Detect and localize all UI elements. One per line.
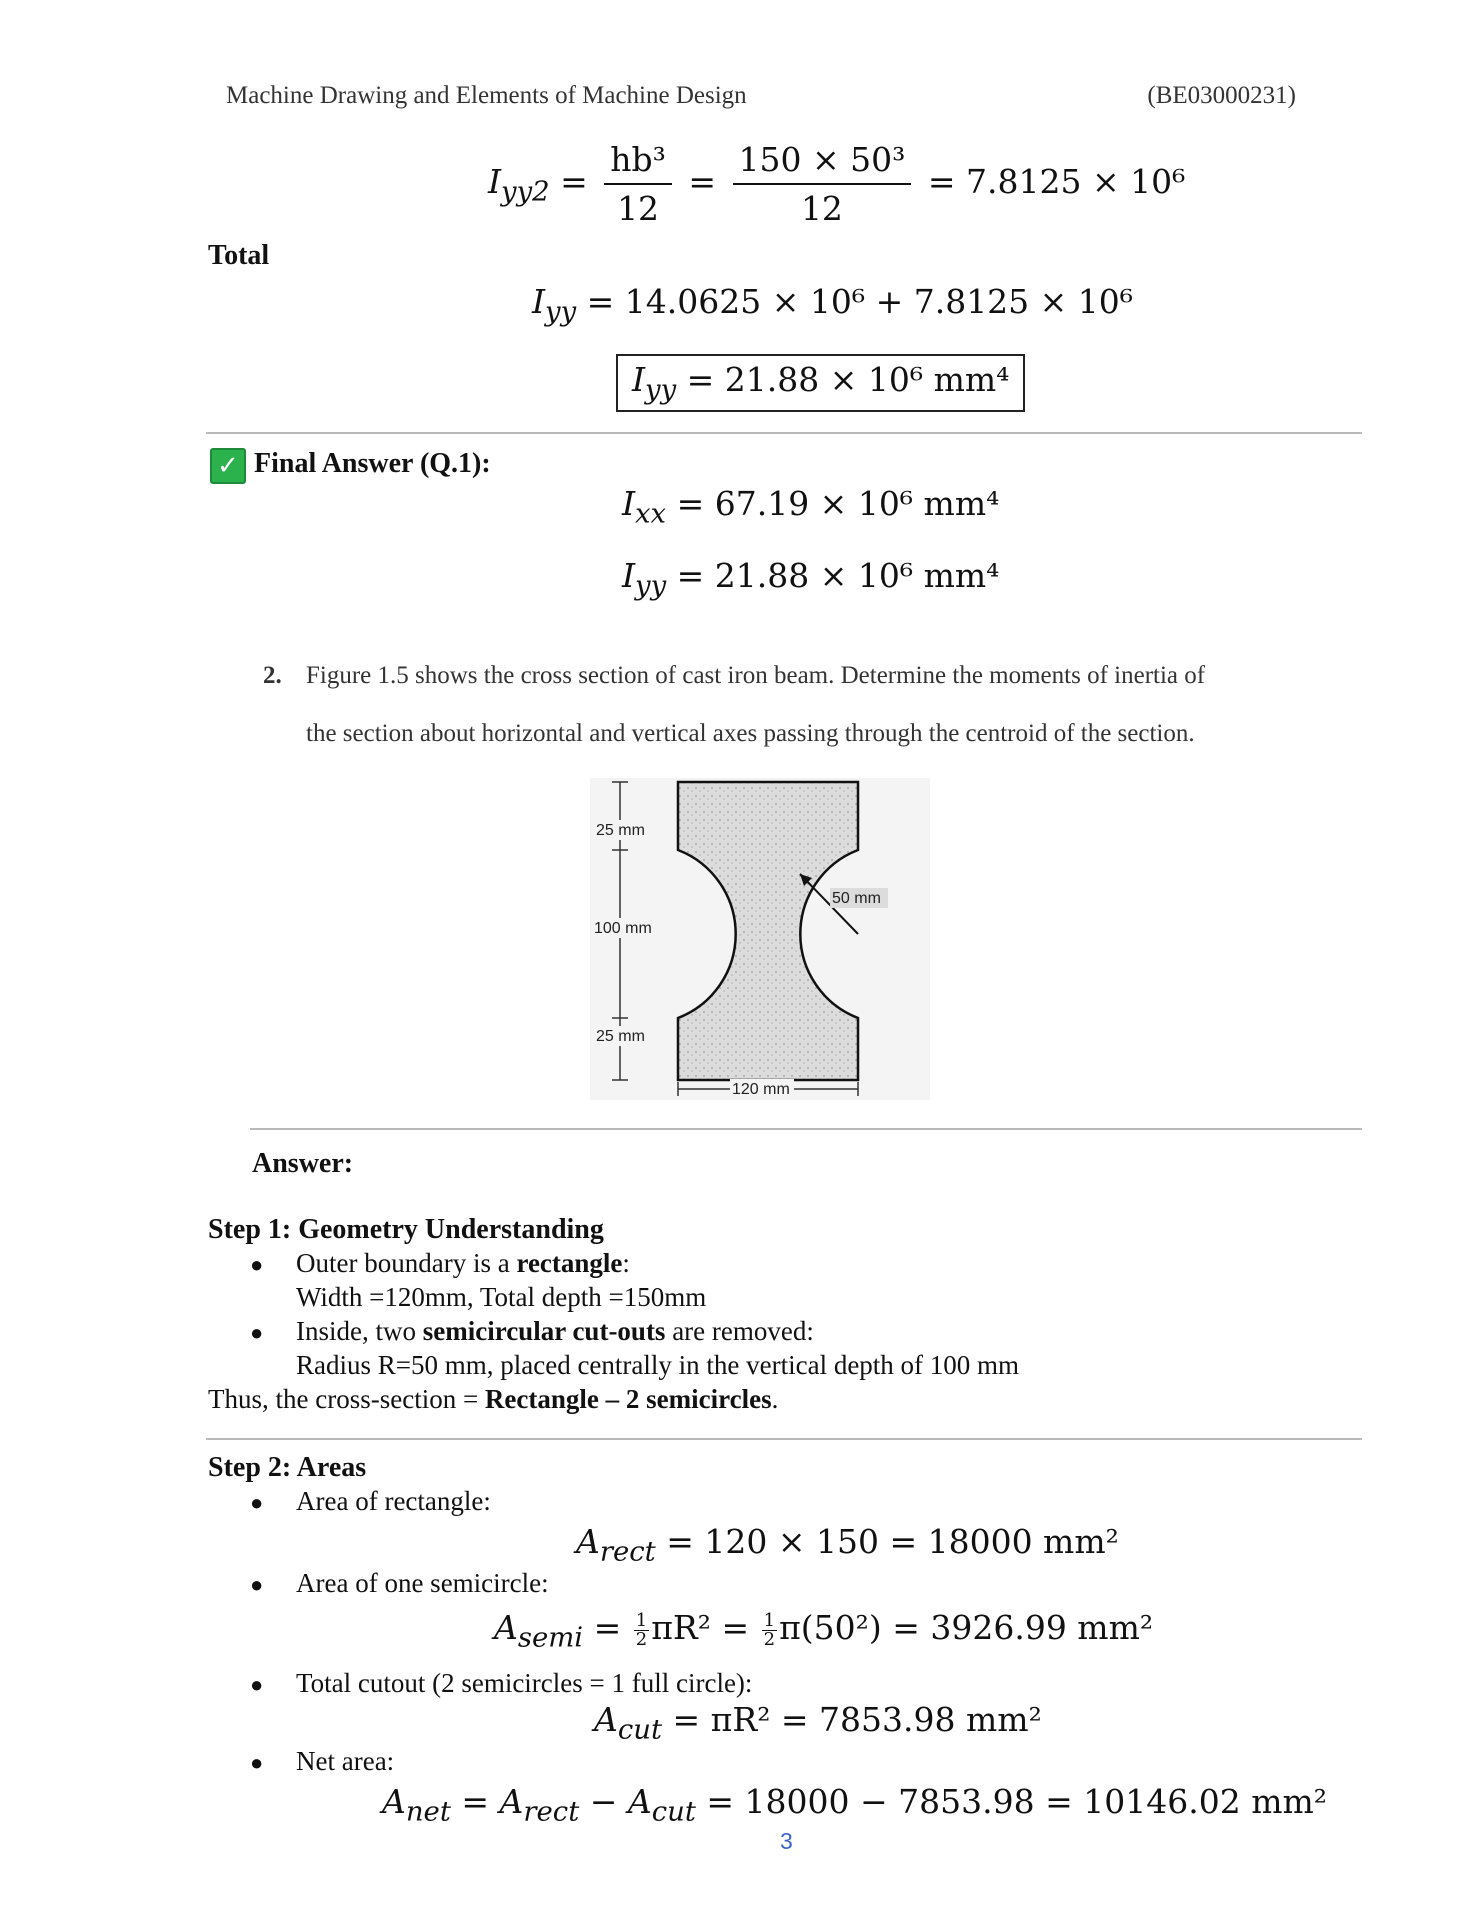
equation-iyy-final xyxy=(622,556,999,602)
equation-area-semi: $A_{semi}$ = $\frac{1}{2}$ πR² = $\frac{1}{2}$ π(50²) = 3926.99 mm² xyxy=(494,1608,1154,1654)
fraction-half xyxy=(762,1609,777,1650)
eq-var: A xyxy=(627,1782,652,1821)
fraction-values xyxy=(733,140,912,228)
total-label: Total xyxy=(208,240,270,271)
page-number: 3 xyxy=(780,1828,793,1854)
equation-iyy-sum xyxy=(532,282,1133,328)
text: : xyxy=(622,1248,630,1278)
frac-den: 12 xyxy=(617,189,660,228)
eq-rhs: = 14.0625 × 10⁶ + 7.8125 × 10⁶ xyxy=(586,282,1134,321)
frac-num: 150 × 50³ xyxy=(733,140,912,185)
bullet-dot: ● xyxy=(250,1672,264,1697)
frac-den: 2 xyxy=(635,1628,648,1650)
step1-conclusion xyxy=(208,1384,778,1415)
header-title: Machine Drawing and Elements of Machine Design xyxy=(226,82,747,109)
eq-var: A xyxy=(594,1700,618,1739)
eq-sub: rect xyxy=(523,1795,580,1828)
final-answer-label: Final Answer (Q.1): xyxy=(254,448,491,479)
eq-sub: semi xyxy=(517,1621,584,1654)
eq-var: I xyxy=(622,484,636,523)
check-icon: ✓ xyxy=(210,448,246,484)
eq-sub: yy xyxy=(645,373,677,406)
eq-sub: cut xyxy=(651,1795,696,1828)
dim-radius-label: 50 mm xyxy=(832,890,881,907)
equation-area-net: $A_{net} = A_{rect} - A_{cut} = 18000 - 7853.98 = 10146.02$ mm² xyxy=(382,1782,1328,1828)
text: Inside, two xyxy=(296,1316,423,1346)
equation-area-cut xyxy=(594,1700,1042,1746)
divider xyxy=(206,1438,1362,1440)
eq-var: A xyxy=(494,1608,518,1647)
frac-den: 2 xyxy=(763,1628,776,1650)
eq-var: I xyxy=(488,162,502,201)
cross-section-figure xyxy=(590,778,930,1100)
bullet-dot: ● xyxy=(250,1490,264,1515)
bullet-dot: ● xyxy=(250,1750,264,1775)
frac-den: 12 xyxy=(800,189,843,228)
eq-part: πR² = xyxy=(651,1608,750,1647)
eq-var: A xyxy=(576,1522,600,1561)
step2-bullet-4: Net area: xyxy=(296,1746,395,1776)
question-number: 2. xyxy=(263,662,282,689)
text: Outer boundary is a xyxy=(296,1248,517,1278)
eq-sub: yy2 xyxy=(501,175,550,208)
eq-part: π(50²) = 3926.99 mm² xyxy=(779,1608,1154,1647)
eq-rhs: = 120 × 150 = 18000 mm² xyxy=(666,1522,1119,1561)
eq-var: A xyxy=(499,1782,524,1821)
text-bold: Rectangle – 2 semicircles xyxy=(484,1384,772,1414)
eq-sub: yy xyxy=(545,295,577,328)
divider xyxy=(250,1128,1362,1130)
equation-iyy-boxed xyxy=(616,354,1025,412)
dim-top-label: 25 mm xyxy=(596,822,645,839)
answer-label: Answer: xyxy=(252,1148,354,1179)
eq-rhs: = 21.88 × 10⁶ mm⁴ xyxy=(676,556,1000,595)
step1-bullet-1 xyxy=(296,1248,630,1279)
step1-title: Step 1: Geometry Understanding xyxy=(208,1214,604,1245)
step2-bullet-2: Area of one semicircle: xyxy=(296,1568,549,1598)
eq-result: = 7.8125 × 10⁶ xyxy=(927,162,1186,201)
step1-bullet-2-line2: Radius R=50 mm, placed centrally in the vertical depth of 100 mm xyxy=(296,1350,1020,1380)
step2-bullet-1: Area of rectangle: xyxy=(296,1486,491,1516)
eq-var: I xyxy=(632,360,646,399)
question-line-2: the section about horizontal and vertical axes passing through the centroid of the section. xyxy=(306,720,1195,747)
frac-num: 1 xyxy=(635,1609,648,1631)
question-line-1: Figure 1.5 shows the cross section of cast iron beam. Determine the moments of inertia of xyxy=(306,662,1206,689)
equation-area-rect xyxy=(576,1522,1119,1568)
eq-rhs: = 67.19 × 10⁶ mm⁴ xyxy=(676,484,1000,523)
eq-var: I xyxy=(532,282,546,321)
divider xyxy=(206,432,1362,434)
eq-sub: rect xyxy=(599,1535,656,1568)
step1-bullet-1-line2: Width =120mm, Total depth =150mm xyxy=(296,1282,707,1312)
eq-rhs: = 21.88 × 10⁶ mm⁴ xyxy=(686,360,1010,399)
dim-mid-label: 100 mm xyxy=(594,920,652,937)
eq-sub: yy xyxy=(635,569,667,602)
bullet-dot: ● xyxy=(250,1252,264,1277)
text: are removed: xyxy=(665,1316,814,1346)
equation-iyy2: $I_{yy2}$ = $\frac{\text{hb³}}{12}$ = $\frac{\text{150 × 50³}}{12}$ = 7.8125 × 10⁶ xyxy=(488,140,1186,228)
eq-sub: cut xyxy=(617,1713,663,1746)
eq-rhs: = 18000 − 7853.98 = 10146.02 mm² xyxy=(706,1782,1328,1821)
frac-num: 1 xyxy=(763,1609,776,1631)
fraction-hb3 xyxy=(604,140,672,228)
step2-bullet-3: Total cutout (2 semicircles = 1 full circle): xyxy=(296,1668,753,1698)
fraction-half xyxy=(634,1609,649,1650)
text: Thus, the cross-section = xyxy=(208,1384,485,1414)
dim-bottom-label: 25 mm xyxy=(596,1028,645,1045)
step2-title: Step 2: Areas xyxy=(208,1452,367,1483)
eq-rhs: = πR² = 7853.98 mm² xyxy=(672,1700,1042,1739)
text: . xyxy=(771,1384,779,1414)
bullet-dot: ● xyxy=(250,1320,264,1345)
frac-num: hb³ xyxy=(604,140,672,185)
eq-sub: xx xyxy=(635,497,667,530)
eq-sub: net xyxy=(405,1795,451,1828)
dim-width-label: 120 mm xyxy=(732,1081,790,1098)
header-code: (BE03000231) xyxy=(1147,82,1296,109)
eq-var: I xyxy=(622,556,636,595)
bullet-dot: ● xyxy=(250,1572,264,1597)
step1-bullet-2 xyxy=(296,1316,814,1347)
text-bold: semicircular cut-outs xyxy=(422,1316,666,1346)
eq-var: A xyxy=(382,1782,406,1821)
equation-ixx xyxy=(622,484,999,530)
text-bold: rectangle xyxy=(516,1248,623,1278)
